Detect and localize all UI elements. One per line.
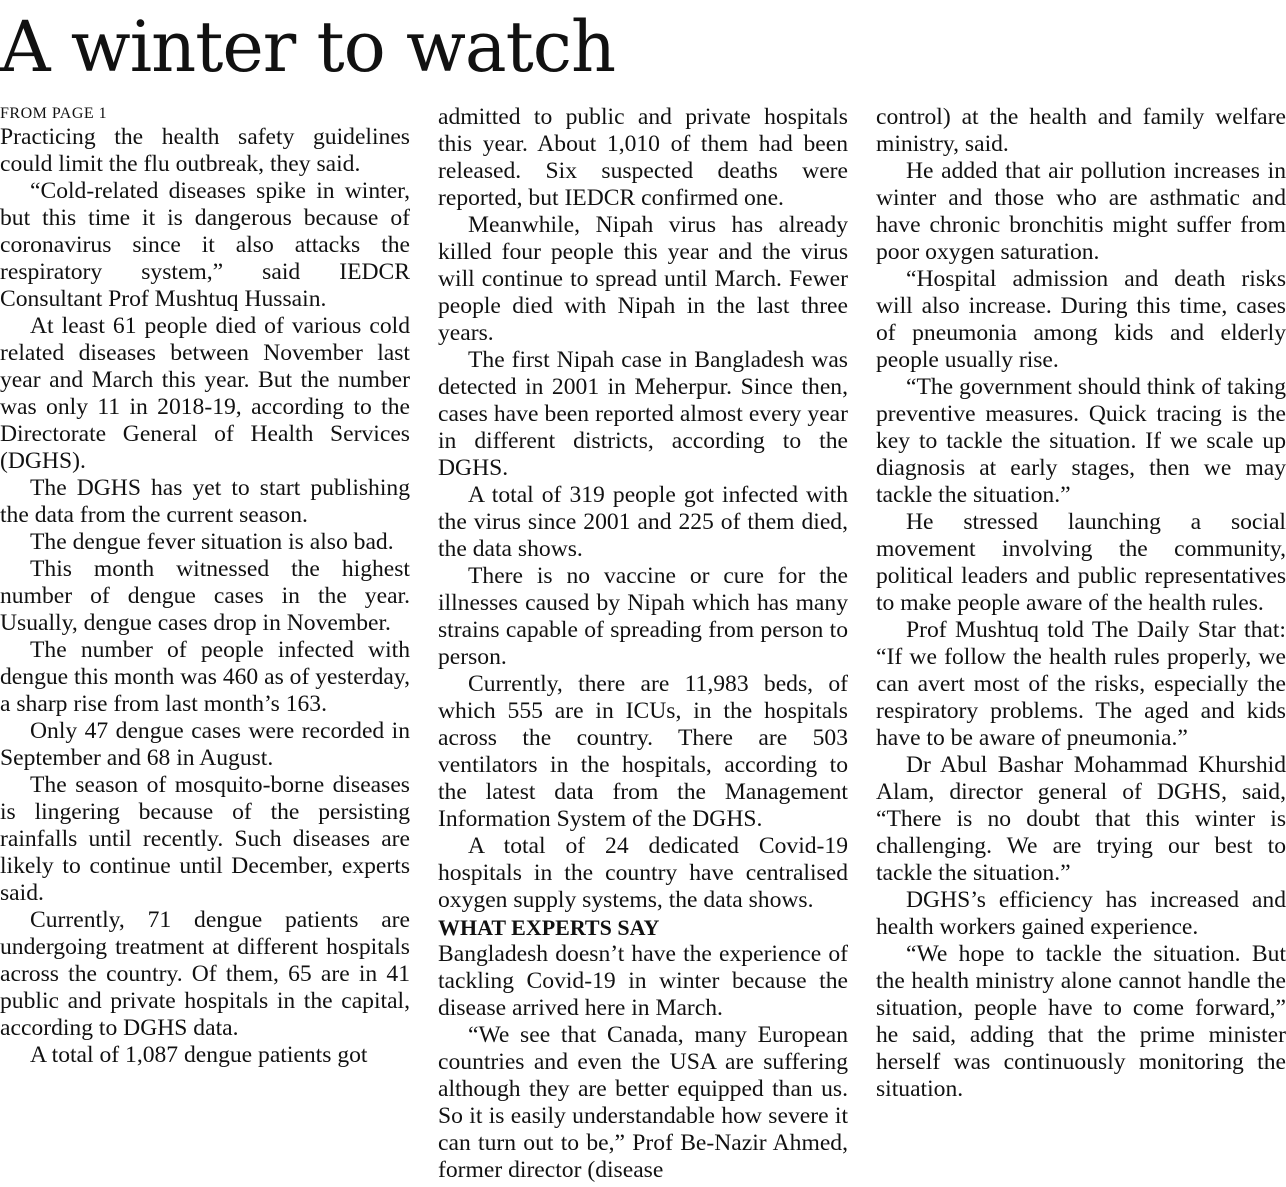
paragraph: “The government should think of taking preventive measures. Quick tracing is the key to tackle the situation. If we scale up diagnosis at early stages, then we may tackle the situation.” <box>876 374 1286 508</box>
article-column-3 <box>876 104 1286 1103</box>
paragraph: This month witnessed the highest number of dengue cases in the year. Usually, dengue cases drop in November. <box>0 556 410 636</box>
paragraph: Only 47 dengue cases were recorded in September and 68 in August. <box>0 718 410 771</box>
paragraph: A total of 24 dedicated Covid-19 hospitals in the country have centralised oxygen supply systems, the data shows. <box>438 833 848 913</box>
paragraph: “Hospital admission and death risks will also increase. During this time, cases of pneumonia among kids and elderly people usually rise. <box>876 266 1286 373</box>
kicker-from-page: FROM PAGE 1 <box>0 105 108 122</box>
paragraph: The first Nipah case in Bangladesh was detected in 2001 in Meherpur. Since then, cases have been reported almost every year in different districts, according to the DGHS. <box>438 347 848 481</box>
paragraph: The DGHS has yet to start publishing the data from the current season. <box>0 475 410 528</box>
paragraph: He stressed launching a social movement involving the community, political leaders and public representatives to make people aware of the health rules. <box>876 509 1286 616</box>
paragraph: At least 61 people died of various cold related diseases between November last year and March this year. But the number was only 11 in 2018-19, according to the Directorate General of Health Services (DGHS). <box>0 313 410 474</box>
paragraph: “Cold-related diseases spike in winter, but this time it is dangerous because of coronavirus since it also attacks the respiratory system,” said IEDCR Consultant Prof Mushtuq Hussain. <box>0 178 410 312</box>
paragraph: The number of people infected with dengue this month was 460 as of yesterday, a sharp rise from last month’s 163. <box>0 637 410 717</box>
subheading-what-experts-say: WHAT EXPERTS SAY <box>438 915 660 940</box>
paragraph: Meanwhile, Nipah virus has already killed four people this year and the virus will continue to spread until March. Fewer people died with Nipah in the last three years. <box>438 212 848 346</box>
paragraph: control) at the health and family welfare ministry, said. <box>876 104 1286 157</box>
paragraph: DGHS’s efficiency has increased and health workers gained experience. <box>876 887 1286 940</box>
paragraph: The season of mosquito-borne diseases is lingering because of the persisting rainfalls until recently. Such diseases are likely to continue until December, experts said. <box>0 772 410 906</box>
paragraph: Currently, 71 dengue patients are undergoing treatment at different hospitals across the country. Of them, 65 are in 41 public and private hospitals in the capital, according to DGHS data. <box>0 907 410 1041</box>
article-column-1 <box>0 104 410 1069</box>
paragraph: There is no vaccine or cure for the illnesses caused by Nipah which has many strains capable of spreading from person to person. <box>438 563 848 670</box>
paragraph: Dr Abul Bashar Mohammad Khurshid Alam, director general of DGHS, said, “There is no doubt that this winter is challenging. We are trying our best to tackle the situation.” <box>876 752 1286 886</box>
paragraph: Bangladesh doesn’t have the experience of tackling Covid-19 in winter because the disease arrived here in March. <box>438 941 848 1021</box>
paragraph: “We hope to tackle the situation. But the health ministry alone cannot handle the situation, people have to come forward,” he said, adding that the prime minister herself was continuously monitoring the situation. <box>876 941 1286 1102</box>
paragraph: “We see that Canada, many European countries and even the USA are suffering although they are better equipped than us. So it is easily understandable how severe it can turn out to be,” Prof Be-Nazir Ahmed, former director (disease <box>438 1022 848 1183</box>
paragraph: Prof Mushtuq told The Daily Star that: “If we follow the health rules properly, we can avert most of the risks, especially the respiratory problems. The aged and kids have to be aware of pneumonia.” <box>876 617 1286 751</box>
paragraph: Currently, there are 11,983 beds, of which 555 are in ICUs, in the hospitals across the country. There are 503 ventilators in the hospitals, according to the latest data from the Management Information System of the DGHS. <box>438 671 848 832</box>
paragraph: admitted to public and private hospitals this year. About 1,010 of them had been released. Six suspected deaths were reported, but IEDCR confirmed one. <box>438 104 848 211</box>
headline: A winter to watch <box>0 6 616 88</box>
paragraph: The dengue fever situation is also bad. <box>30 529 394 555</box>
paragraph: A total of 1,087 dengue patients got <box>30 1042 368 1068</box>
article-column-2 <box>438 104 848 1184</box>
paragraph: He added that air pollution increases in winter and those who are asthmatic and have chronic bronchitis might suffer from poor oxygen saturation. <box>876 158 1286 265</box>
paragraph: A total of 319 people got infected with the virus since 2001 and 225 of them died, the data shows. <box>438 482 848 562</box>
paragraph: Practicing the health safety guidelines could limit the flu outbreak, they said. <box>0 124 410 177</box>
